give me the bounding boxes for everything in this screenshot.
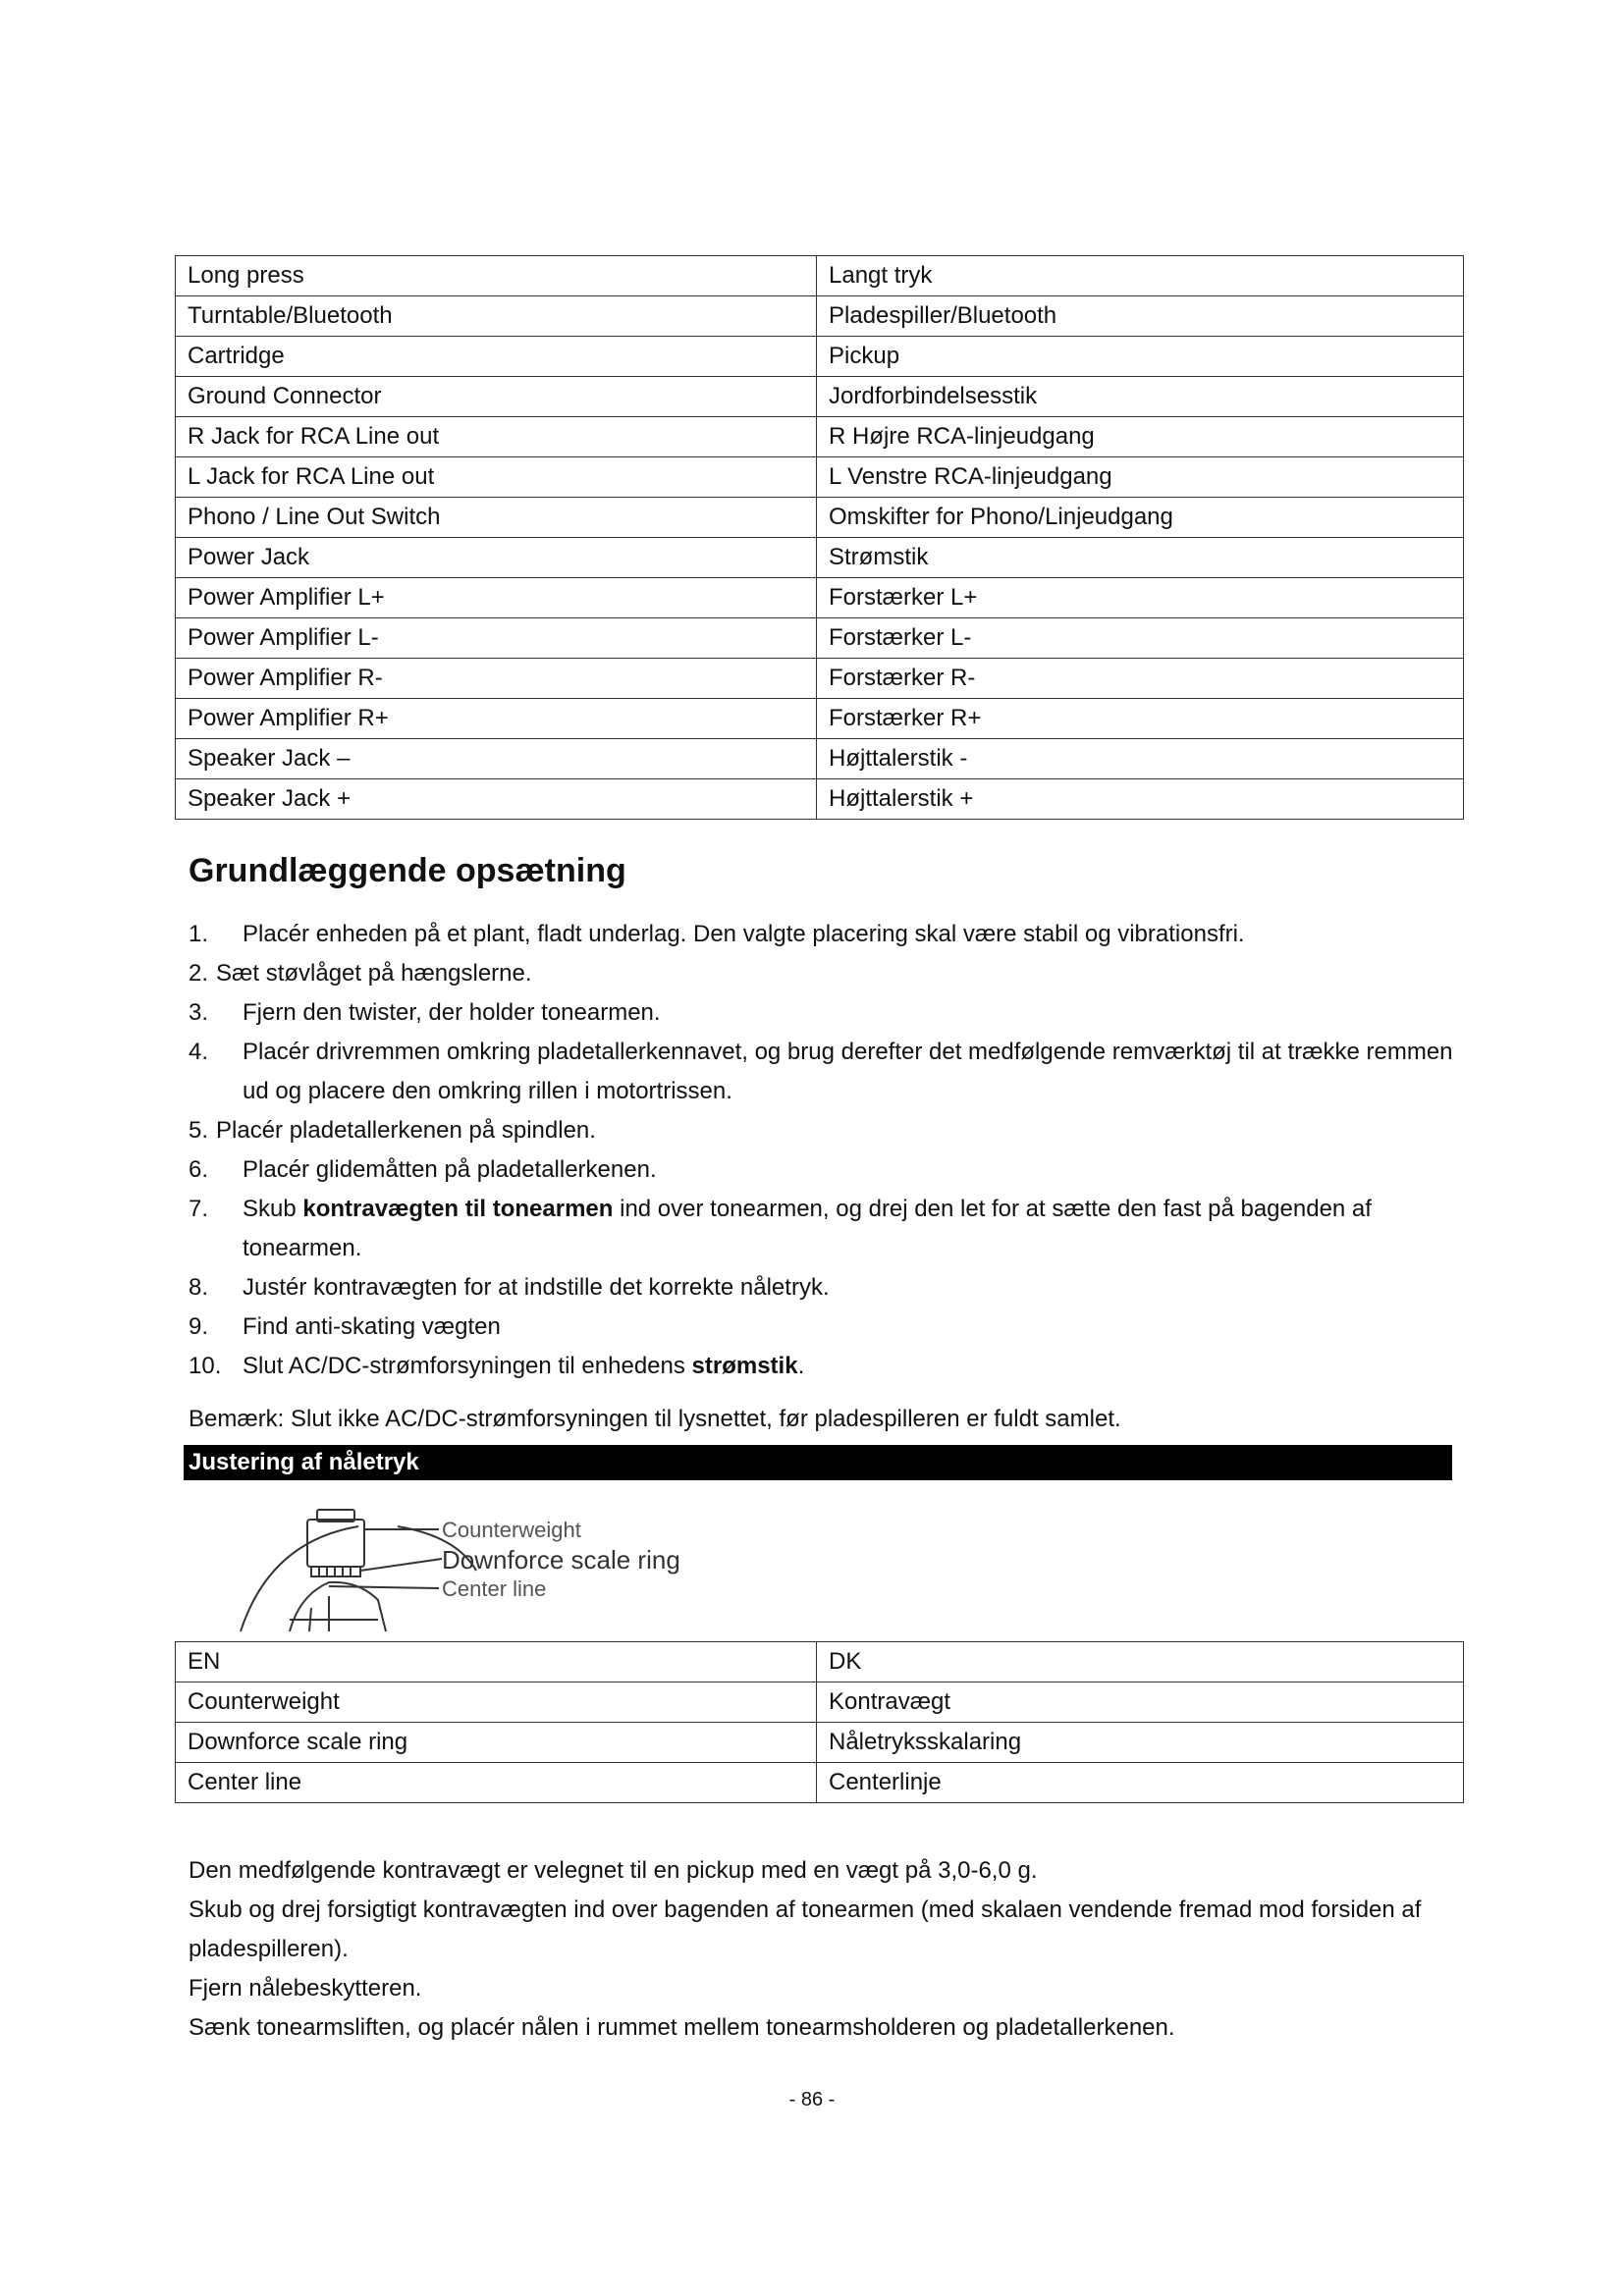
- arm-body: [290, 1582, 386, 1631]
- paragraph: Den medfølgende kontravægt er velegnet til en pickup med en vægt på 3,0-6,0 g.: [189, 1857, 1038, 1884]
- en-cell: Power Amplifier L-: [176, 618, 817, 659]
- paragraph: Fjern nålebeskytteren.: [189, 1975, 422, 2002]
- en-cell: Power Amplifier R+: [176, 699, 817, 739]
- step-number: 4.: [189, 1039, 209, 1065]
- list-item: [189, 915, 1455, 954]
- table-row: [176, 779, 1464, 820]
- step-text-pre: Skub: [243, 1196, 303, 1222]
- counterweight-diagram: [231, 1502, 741, 1634]
- en-cell: Center line: [176, 1763, 817, 1803]
- table-row: [176, 618, 1464, 659]
- list-item: [189, 1308, 1455, 1347]
- dk-cell: Nåletryksskalaring: [817, 1723, 1464, 1763]
- dk-cell: Kontravægt: [817, 1682, 1464, 1723]
- table-row: [176, 498, 1464, 538]
- en-cell: L Jack for RCA Line out: [176, 457, 817, 498]
- list-item: [189, 1347, 1455, 1386]
- page-number: - 86 -: [788, 2089, 836, 2110]
- step-text: Justér kontravægten for at indstille det korrekte nåletryk.: [243, 1274, 830, 1301]
- note-text: Bemærk: Slut ikke AC/DC-strømforsyningen til lysnettet, før pladespilleren er fuldt samlet.: [189, 1406, 1121, 1432]
- en-cell: Cartridge: [176, 337, 817, 377]
- setup-steps-list: [189, 915, 1455, 1386]
- list-item: [189, 954, 1455, 993]
- step-text-post: ind over tonearmen, og drej den let for at sætte den fast på bagenden af tonearmen.: [243, 1196, 1372, 1261]
- step-number: 3.: [189, 999, 209, 1026]
- step-text: Sæt støvlåget på hængslerne.: [216, 960, 532, 987]
- step-number: 10.: [189, 1353, 222, 1379]
- dk-cell: Forstærker L+: [817, 578, 1464, 618]
- en-cell: Power Amplifier L+: [176, 578, 817, 618]
- list-item: [189, 1190, 1455, 1268]
- dk-cell: Centerlinje: [817, 1763, 1464, 1803]
- step-number: 5.: [189, 1117, 209, 1144]
- table-row: [176, 538, 1464, 578]
- dk-cell: Højttalerstik +: [817, 779, 1464, 820]
- dk-cell: DK: [817, 1642, 1464, 1682]
- step-text: Placér drivremmen omkring pladetallerkennavet, og brug derefter det medfølgende remværktøj til at trække remmen ud og placere den omkring rillen i motortrissen.: [243, 1039, 1453, 1104]
- table-row: [176, 1682, 1464, 1723]
- body-paragraphs: [189, 1851, 1455, 2048]
- en-cell: Power Jack: [176, 538, 817, 578]
- dk-cell: Højttalerstik -: [817, 739, 1464, 779]
- table-row: [176, 256, 1464, 296]
- en-cell: Counterweight: [176, 1682, 817, 1723]
- table-row: [176, 699, 1464, 739]
- dk-cell: Strømstik: [817, 538, 1464, 578]
- dk-cell: L Venstre RCA-linjeudgang: [817, 457, 1464, 498]
- step-number: 7.: [189, 1196, 209, 1222]
- step-number: 6.: [189, 1156, 209, 1183]
- en-cell: Turntable/Bluetooth: [176, 296, 817, 337]
- dk-cell: Pickup: [817, 337, 1464, 377]
- step-text: Find anti-skating vægten: [243, 1313, 501, 1340]
- step-number: 9.: [189, 1313, 209, 1340]
- en-cell: EN: [176, 1642, 817, 1682]
- step-number: 8.: [189, 1274, 209, 1301]
- table-row: [176, 417, 1464, 457]
- list-item: [189, 993, 1455, 1033]
- table-row: [176, 457, 1464, 498]
- dk-cell: Forstærker R+: [817, 699, 1464, 739]
- en-cell: Long press: [176, 256, 817, 296]
- step-number: 1.: [189, 921, 209, 947]
- arc-line: [241, 1526, 358, 1631]
- step-text: Placér pladetallerkenen på spindlen.: [216, 1117, 596, 1144]
- dk-cell: Forstærker L-: [817, 618, 1464, 659]
- table-row: [176, 578, 1464, 618]
- en-cell: Speaker Jack +: [176, 779, 817, 820]
- en-cell: R Jack for RCA Line out: [176, 417, 817, 457]
- list-item: [189, 1150, 1455, 1190]
- section-title-bar: Justering af nåletryk: [184, 1445, 1452, 1480]
- weight-table: [175, 1641, 1464, 1803]
- step-text-bold: kontravægten til tonearmen: [302, 1196, 614, 1222]
- step-text: Placér enheden på et plant, fladt underlag. Den valgte placering skal være stabil og vibrationsfri.: [243, 921, 1245, 947]
- list-item: [189, 1268, 1455, 1308]
- dk-cell: Forstærker R-: [817, 659, 1464, 699]
- leader-line: [360, 1559, 442, 1571]
- paragraph: Skub og drej forsigtigt kontravægten ind over bagenden af tonearmen (med skalaen vendende fremad mod forsiden af pladespilleren).: [189, 1896, 1422, 1962]
- step-text-bold: strømstik: [691, 1353, 798, 1379]
- paragraph: Sænk tonearmsliften, og placér nålen i rummet mellem tonearmsholderen og pladetallerkenen.: [189, 2014, 1175, 2041]
- dk-cell: Omskifter for Phono/Linjeudgang: [817, 498, 1464, 538]
- table-row: [176, 659, 1464, 699]
- dk-cell: Pladespiller/Bluetooth: [817, 296, 1464, 337]
- dk-cell: R Højre RCA-linjeudgang: [817, 417, 1464, 457]
- list-item: [189, 1111, 1455, 1150]
- terms-table: [175, 255, 1464, 820]
- table-row: [176, 296, 1464, 337]
- table-row: [176, 377, 1464, 417]
- en-cell: Phono / Line Out Switch: [176, 498, 817, 538]
- table-row: [176, 1723, 1464, 1763]
- counterweight-label: Counterweight: [442, 1518, 581, 1542]
- list-item: [189, 1033, 1455, 1111]
- en-cell: Ground Connector: [176, 377, 817, 417]
- table-row: [176, 1642, 1464, 1682]
- leader-line: [329, 1586, 439, 1588]
- en-cell: Speaker Jack –: [176, 739, 817, 779]
- step-number: 2.: [189, 960, 209, 987]
- dk-cell: Jordforbindelsesstik: [817, 377, 1464, 417]
- center-line-label: Center line: [442, 1576, 547, 1601]
- step-text-post: .: [797, 1353, 805, 1379]
- step-text-pre: Slut AC/DC-strømforsyningen til enhedens: [243, 1353, 692, 1379]
- en-cell: Downforce scale ring: [176, 1723, 817, 1763]
- dk-cell: Langt tryk: [817, 256, 1464, 296]
- section-heading: Grundlæggende opsætning: [189, 852, 626, 889]
- table-row: [176, 739, 1464, 779]
- table-row: [176, 1763, 1464, 1803]
- table-row: [176, 337, 1464, 377]
- step-text: Fjern den twister, der holder tonearmen.: [243, 999, 661, 1026]
- downforce-label: Downforce scale ring: [442, 1545, 680, 1575]
- en-cell: Power Amplifier R-: [176, 659, 817, 699]
- step-text: Placér glidemåtten på pladetallerkenen.: [243, 1156, 657, 1183]
